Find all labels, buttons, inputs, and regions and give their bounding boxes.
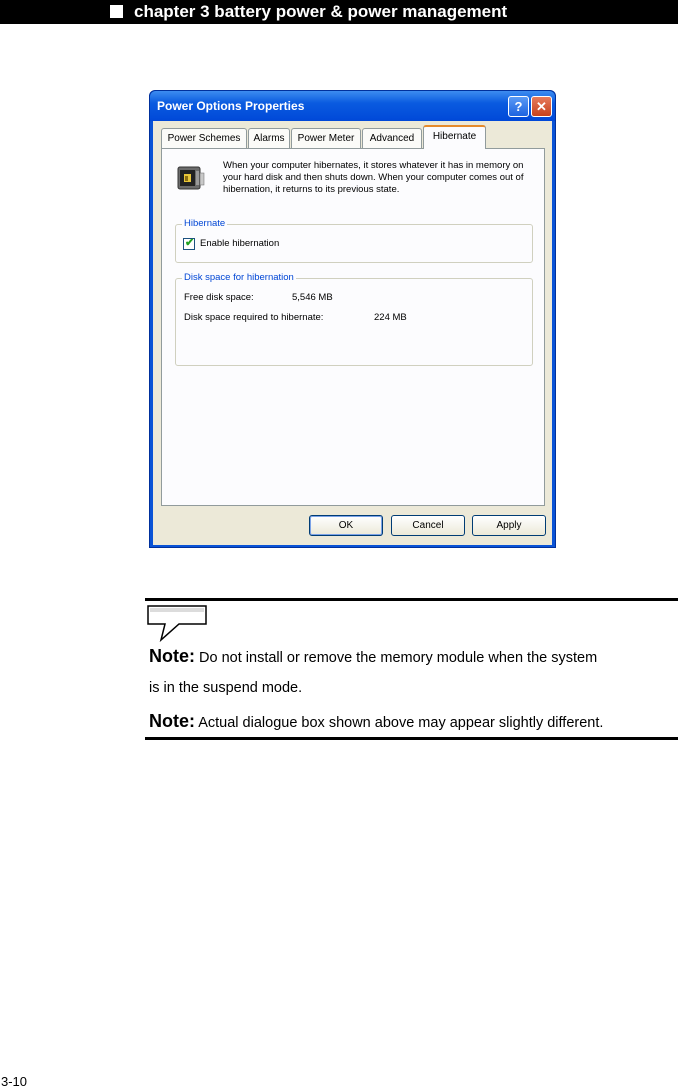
free-disk-value: 5,546 MB [292,292,333,303]
tab-power-schemes[interactable]: Power Schemes [161,128,247,148]
close-icon[interactable]: ✕ [531,96,552,117]
disk-space-groupbox [175,272,533,366]
required-disk-label: Disk space required to hibernate: [184,312,324,323]
page-number: 3-10 [1,1074,28,1089]
cancel-button[interactable]: Cancel [391,515,465,536]
disk-space-group-label: Disk space for hibernation [184,272,294,283]
hibernate-tab-panel [161,148,545,506]
tab-power-meter[interactable]: Power Meter [291,128,361,148]
note-1-line-2: is in the suspend mode. [149,680,303,696]
power-options-dialog [149,90,556,548]
ok-button[interactable]: OK [309,515,383,536]
tab-hibernate[interactable]: Hibernate [423,125,486,149]
note-1-line-1 [149,646,597,667]
free-disk-label: Free disk space: [184,292,254,303]
checkmark-icon: ✔ [185,237,195,249]
header-bullet-square [110,5,123,18]
chapter-header-band [0,0,678,24]
hibernate-computer-icon [175,163,207,195]
note-callout-icon [145,600,209,644]
help-icon[interactable]: ? [508,96,529,117]
tab-advanced[interactable]: Advanced [362,128,422,148]
apply-button[interactable]: Apply [472,515,546,536]
hibernate-group-label: Hibernate [184,218,226,229]
note-2-lead: Note: [149,711,195,731]
enable-hibernation-label[interactable]: Enable hibernation [200,238,280,249]
tab-alarms[interactable]: Alarms [248,128,290,148]
chapter-title: chapter 3 battery power & power management [134,2,508,21]
enable-hibernation-checkbox[interactable] [183,238,195,250]
dialog-titlebar[interactable] [150,91,555,121]
note-bottom-rule [145,737,678,740]
required-disk-value: 224 MB [374,312,407,323]
dialog-title: Power Options Properties [157,99,305,113]
note-2-text: Actual dialogue box shown above may appear slightly different. [195,715,604,731]
note-top-rule [145,598,678,601]
note-1-lead: Note: [149,646,195,666]
dialog-client-area [153,121,552,545]
note-1-text: Do not install or remove the memory module when the system [195,650,598,666]
hibernate-description: When your computer hibernates, it stores whatever it has in memory on your hard disk and then shuts down. When your computer comes out of hibernation, it returns to its previous state. [223,160,524,195]
hibernate-groupbox [175,218,533,263]
note-2-line-1 [149,711,603,732]
